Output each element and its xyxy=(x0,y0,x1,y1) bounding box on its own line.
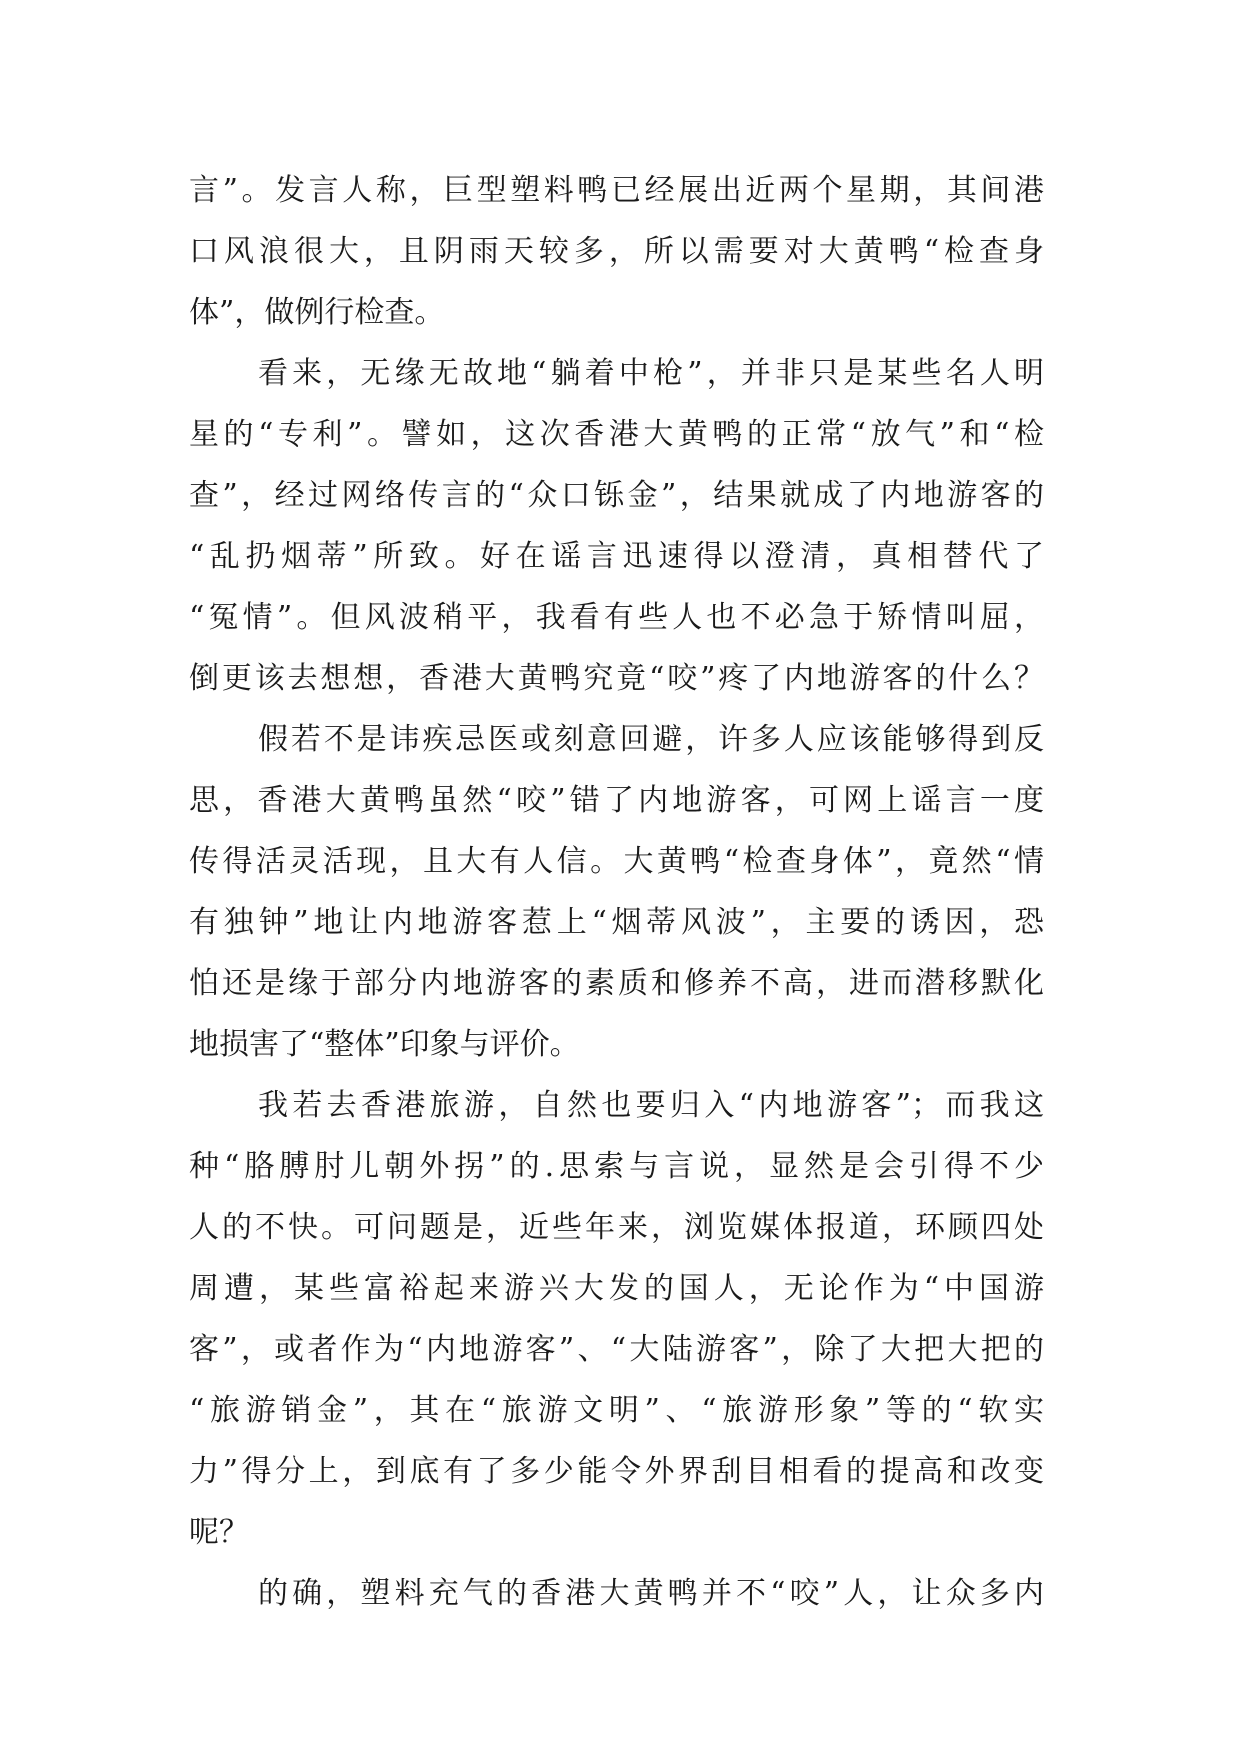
text-line: 查”，经过网络传言的“众口铄金”，结果就成了内地游客的 xyxy=(189,478,1044,513)
text-line: “乱扔烟蒂”所致。好在谣言迅速得以澄清，真相替代了 xyxy=(189,539,1044,574)
text-line: 言”。发言人称，巨型塑料鸭已经展出近两个星期，其间港 xyxy=(189,173,1044,208)
text-line: 周遭，某些富裕起来游兴大发的国人，无论作为“中国游 xyxy=(189,1271,1044,1306)
text-line: 看来，无缘无故地“躺着中枪”，并非只是某些名人明 xyxy=(258,356,1044,391)
text-line: 假若不是讳疾忌医或刻意回避，许多人应该能够得到反 xyxy=(258,722,1044,757)
text-line: 口风浪很大，且阴雨天较多，所以需要对大黄鸭“检查身 xyxy=(189,234,1044,269)
paragraph-5 xyxy=(189,1563,1044,1624)
text-line: 倒更该去想想，香港大黄鸭究竟“咬”疼了内地游客的什么？ xyxy=(189,661,1044,696)
text-line: 思，香港大黄鸭虽然“咬”错了内地游客，可网上谣言一度 xyxy=(189,783,1044,818)
paragraph-3 xyxy=(189,709,1044,1075)
text-line: 有独钟”地让内地游客惹上“烟蒂风波”，主要的诱因，恐 xyxy=(189,905,1044,940)
text-line: 呢？ xyxy=(189,1515,249,1550)
text-line: 地损害了“整体”印象与评价。 xyxy=(189,1027,580,1062)
text-line: 星的“专利”。譬如，这次香港大黄鸭的正常“放气”和“检 xyxy=(189,417,1044,452)
text-line: 体”，做例行检查。 xyxy=(189,295,445,330)
text-line: 人的不快。可问题是，近些年来，浏览媒体报道，环顾四处 xyxy=(189,1210,1044,1245)
text-line: 的确，塑料充气的香港大黄鸭并不“咬”人，让众多内 xyxy=(258,1576,1044,1611)
paragraph-1 xyxy=(189,160,1044,343)
article-body xyxy=(189,160,1044,1624)
text-line: “冤情”。但风波稍平，我看有些人也不必急于矫情叫屈， xyxy=(189,600,1044,635)
text-line: 怕还是缘于部分内地游客的素质和修养不高，进而潜移默化 xyxy=(189,966,1044,1001)
text-line: 客”，或者作为“内地游客”、“大陆游客”，除了大把大把的 xyxy=(189,1332,1044,1367)
paragraph-2 xyxy=(189,343,1044,709)
text-line: “旅游销金”，其在“旅游文明”、“旅游形象”等的“软实 xyxy=(189,1393,1044,1428)
paragraph-4 xyxy=(189,1075,1044,1563)
text-line: 传得活灵活现，且大有人信。大黄鸭“检查身体”，竟然“情 xyxy=(189,844,1044,879)
text-line: 我若去香港旅游，自然也要归入“内地游客”；而我这 xyxy=(258,1088,1044,1123)
text-line: 种“胳膊肘儿朝外拐”的.思索与言说，显然是会引得不少 xyxy=(189,1149,1044,1184)
text-line: 力”得分上，到底有了多少能令外界刮目相看的提高和改变 xyxy=(189,1454,1044,1489)
